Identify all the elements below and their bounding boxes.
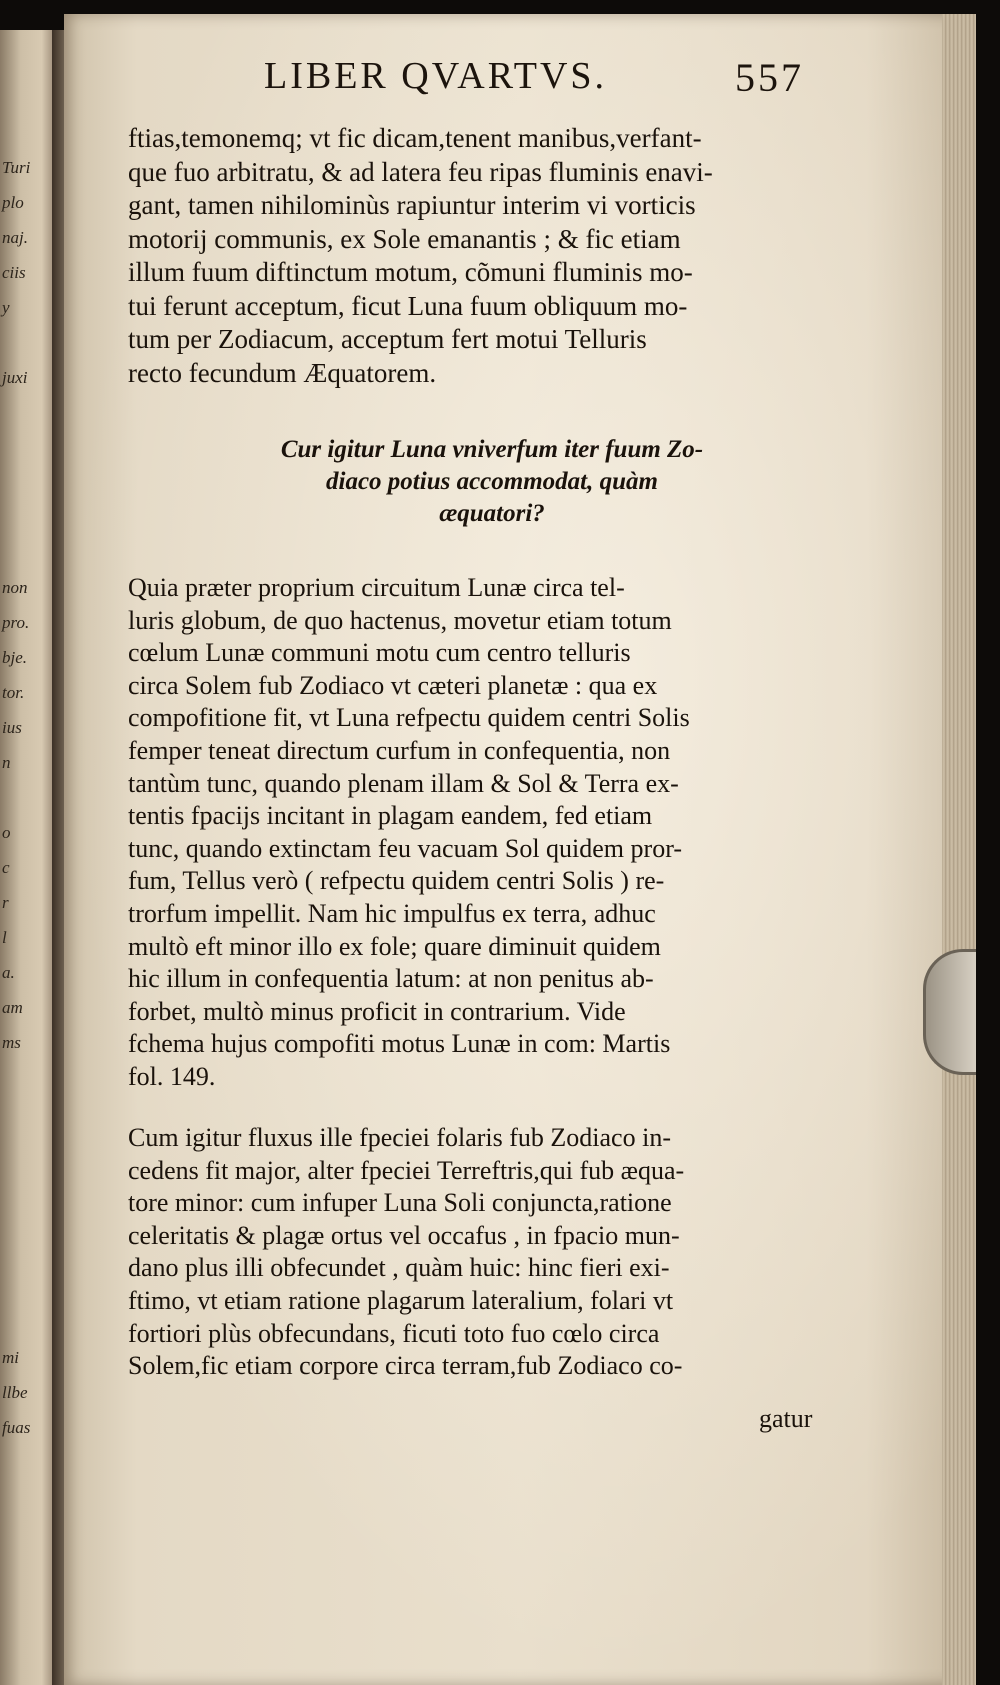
text-line: fum, Tellus verò ( refpectu quidem centri Solis ) re- [128, 866, 665, 896]
text-line: a. [2, 963, 15, 982]
text-line: ftias,temonemq; vt fic dicam,tenent manibus,verfant- [128, 123, 702, 153]
text-line [2, 1235, 42, 1270]
text-line: tui ferunt acceptum, ficut Luna fuum obliquum mo- [128, 290, 688, 321]
text-line: tor. [2, 683, 25, 702]
page-number: 557 [735, 55, 804, 100]
text-line [2, 395, 42, 430]
text-line [2, 535, 42, 570]
text-line: y [2, 298, 10, 317]
text-line: cœlum Lunæ communi motu cum centro telluris [128, 638, 631, 668]
text-line: tantùm tunc, quando plenam illam & Sol & Terra ex- [128, 768, 679, 798]
text-line [2, 1200, 42, 1235]
text-line [2, 1130, 42, 1165]
text-line: o [2, 823, 11, 842]
text-line: tunc, quando extinctam feu vacuam Sol quidem pror- [128, 833, 682, 863]
text-line: celeritatis & plagæ ortus vel occafus , in fpacio mun- [128, 1220, 680, 1250]
text-line: ius [2, 718, 22, 737]
paragraph-3 [128, 1122, 828, 1383]
text-line: non [2, 578, 28, 597]
text-line [2, 465, 42, 500]
text-line: fuas [2, 1418, 31, 1437]
text-line: tum per Zodiacum, acceptum fert motui Telluris [128, 324, 647, 354]
text-line: hic illum in confequentia latum: at non penitus ab- [128, 964, 654, 994]
text-line: llbe [2, 1383, 28, 1402]
page [64, 14, 976, 1685]
text-line [2, 1270, 42, 1305]
paragraph-2 [128, 572, 828, 1094]
text-line: Solem,fic etiam corpore circa terram,fub Zodiaco co- [128, 1351, 683, 1381]
text-line: gant, tamen nihilominùs rapiuntur interim vi vorticis [128, 190, 696, 220]
text-line: tore minor: cum infuper Luna Soli conjuncta,ratione [128, 1188, 672, 1218]
text-line: am [2, 998, 23, 1017]
text-line: l [2, 928, 7, 947]
text-line [2, 1095, 42, 1130]
text-line: juxi [2, 368, 28, 387]
text-line: naj. [2, 228, 28, 247]
text-line: ms [2, 1033, 21, 1052]
text-line: circa Solem fub Zodiaco vt cæteri planetæ : qua ex [128, 670, 658, 700]
text-line: Cur igitur Luna vniverfum iter fuum Zo- [280, 436, 704, 463]
text-line [2, 325, 42, 360]
text-line [2, 1165, 42, 1200]
text-line: luris globum, de quo hactenus, movetur etiam totum [128, 605, 672, 635]
text-line: r [2, 893, 9, 912]
text-line: diaco potius accommodat, quàm [326, 468, 658, 495]
text-line: ciis [2, 263, 26, 282]
text-line: bje. [2, 648, 28, 667]
text-line: fol. 149. [128, 1061, 216, 1091]
text-line: illum fuum diftinctum motum, cõmuni fluminis mo- [128, 257, 693, 287]
text-line: dano plus illi obfecundet , quàm huic: hinc fieri exi- [128, 1253, 670, 1283]
text-line: compofitione fit, vt Luna refpectu quidem centri Solis [128, 703, 690, 733]
left-page-edge [0, 30, 52, 1685]
running-title: LIBER QVARTVS. [264, 55, 608, 97]
clasp-tab [923, 949, 976, 1075]
text-line: forbet, multò minus proficit in contrarium. Vide [128, 996, 626, 1026]
running-head [264, 54, 804, 104]
text-line: mi [2, 1348, 19, 1367]
page-stack-edge [942, 14, 976, 1685]
text-line [2, 780, 42, 815]
text-line: recto fecundum Æquatorem. [128, 357, 437, 388]
text-line: multò eft minor illo ex fole; quare diminuit quidem [128, 931, 661, 961]
catchword: gatur [759, 1404, 813, 1433]
text-line [2, 430, 42, 465]
text-line: tentis fpacijs incitant in plagam eandem, fed etiam [128, 801, 653, 831]
text-line: motorij communis, ex Sole emanantis ; & fic etiam [128, 223, 681, 254]
text-line [2, 1305, 42, 1340]
text-line: Cum igitur fluxus ille fpeciei folaris fub Zodiaco in- [128, 1123, 671, 1152]
text-line: que fuo arbitratu, & ad latera feu ripas fluminis enavi- [128, 156, 713, 187]
text-line [2, 500, 42, 535]
text-line: trorfum impellit. Nam hic impulfus ex terra, adhuc [128, 898, 656, 928]
text-line: c [2, 858, 10, 877]
text-line: fchema hujus compofiti motus Lunæ in com: Martis [128, 1029, 671, 1059]
text-line: pro. [2, 613, 30, 632]
text-line: cedens fit major, alter fpeciei Terreftris,qui fub æqua- [128, 1155, 685, 1185]
text-line: n [2, 753, 11, 772]
left-page-fragments [2, 150, 42, 1445]
text-line [2, 1060, 42, 1095]
text-line: Turi [2, 158, 31, 177]
paragraph-1 [128, 122, 828, 390]
text-line: femper teneat directum curfum in confequentia, non [128, 735, 671, 765]
text-line: fortiori plùs obfecundans, ficuti toto fuo cœlo circa [128, 1318, 660, 1348]
section-heading [232, 434, 752, 530]
text-line: Quia præter proprium circuitum Lunæ circa tel- [128, 573, 625, 602]
text-line: æquatori? [439, 500, 545, 527]
text-line: plo [2, 193, 24, 212]
text-line: ftimo, vt etiam ratione plagarum lateralium, folari vt [128, 1285, 674, 1315]
